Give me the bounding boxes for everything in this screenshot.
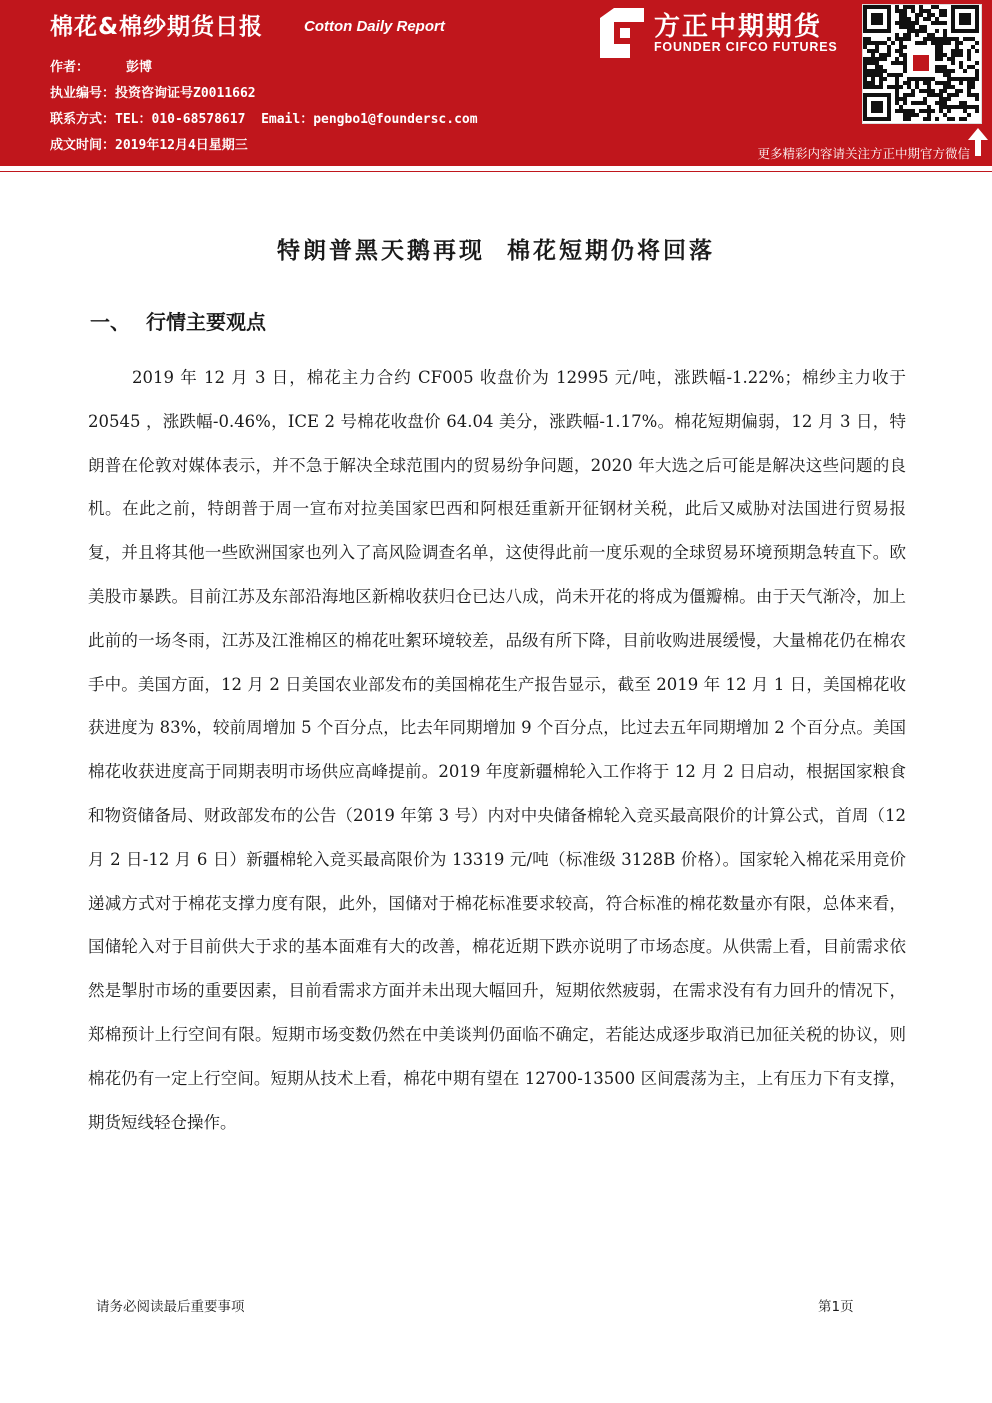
meta-date-label: 成文时间：: [50, 138, 116, 153]
section-heading: [90, 306, 266, 335]
meta-date-value: 2019年12月4日星期三: [115, 138, 248, 153]
wechat-follow-note: 更多精彩内容请关注方正中期官方微信: [757, 146, 970, 161]
company-logo: [596, 6, 858, 62]
meta-author-label: 作者：: [50, 60, 90, 75]
meta-license-label: 执业编号：: [50, 86, 116, 101]
meta-contact-label: 联系方式：: [50, 112, 116, 127]
report-title: 棉花&棉纱期货日报: [50, 14, 264, 40]
document-title: 特朗普黑天鹅再现 棉花短期仍将回落: [276, 237, 715, 264]
section-number: 一、: [90, 310, 130, 334]
qr-code-icon: [863, 5, 979, 121]
up-arrow-icon: [968, 128, 988, 156]
meta-author-value: 彭博: [126, 60, 153, 75]
report-header: [0, 0, 992, 166]
header-divider: [0, 171, 992, 172]
footer-notice: 请务必阅读最后重要事项: [96, 1299, 245, 1315]
wechat-qr-code: [862, 4, 982, 124]
founder-logo-icon: [600, 8, 644, 58]
meta-contact: [50, 108, 478, 127]
meta-author: [50, 56, 152, 75]
meta-license-value: 投资咨询证号Z0011662: [115, 86, 256, 101]
logo-english-name: FOUNDER CIFCO FUTURES: [654, 40, 838, 54]
report-subtitle: Cotton Daily Report: [304, 18, 445, 35]
meta-date: [50, 134, 248, 153]
section-title: 行情主要观点: [146, 310, 266, 334]
logo-chinese-name: 方正中期期货: [654, 12, 823, 42]
body-paragraph: 2019 年 12 月 3 日，棉花主力合约 CF005 收盘价为 12995 元/吨，涨跌幅-1.22%；棉纱主力收于 20545 ，涨跌幅-0.46%，ICE 2 号棉花收盘价 64.04 美分，涨跌幅-1.17%。棉花短期偏弱，12 月 3 日，特朗普在伦敦对媒体表示，并不急于解决全球范围内的贸易纷争问题，2020 年大选之后可能是解决这些问题的良机。在此之前，特朗普于周一宣布对拉美国家巴西和阿根廷重新开征钢材关税，此后又威胁对法国进行贸易报复，并且将其他一些欧洲国家也列入了高风险调查名单，这使得此前一度乐观的全球贸易环境预期急转直下。欧美股市暴跌。目前江苏及东部沿海地区新棉收获归仓已达八成，尚未开花的将成为僵瓣棉。由于天气渐冷，加上此前的一场冬雨，江苏及江淮棉区的棉花吐絮环境较差，品级有所下降，目前收购进展缓慢，大量棉花仍在棉农手中。美国方面，12 月 2 日美国农业部发布的美国棉花生产报告显示，截至 2019 年 12 月 1 日，美国棉花收获进度为 83%，较前周增加 5 个百分点，比去年同期增加 9 个百分点，比过去五年同期增加 2 个百分点。美国棉花收获进度高于同期表明市场供应高峰提前。2019 年度新疆棉轮入工作将于 12 月 2 日启动，根据国家粮食和物资储备局、财政部发布的公告（2019 年第 3 号）内对中央储备棉轮入竞买最高限价的计算公式，首周（12 月 2 日-12 月 6 日）新疆棉轮入竞买最高限价为 13319 元/吨（标准级 3128B 价格）。国家轮入棉花采用竞价递减方式对于棉花支撑力度有限，此外，国储对于棉花标准要求较高，符合标准的棉花数量亦有限，总体来看，国储轮入对于目前供大于求的基本面难有大的改善，棉花近期下跌亦说明了市场态度。从供需上看，目前需求依然是掣肘市场的重要因素，目前看需求方面并未出现大幅回升，短期依然疲弱，在需求没有有力回升的情况下，郑棉预计上行空间有限。短期市场变数仍然在中美谈判仍面临不确定，若能达成逐步取消已加征关税的协议，则棉花仍有一定上行空间。短期从技术上看，棉花中期有望在 12700-13500 区间震荡为主，上有压力下有支撑，期货短线轻仓操作。: [88, 368, 906, 1132]
page-number: 第1页: [818, 1299, 854, 1315]
meta-license: [50, 82, 256, 101]
meta-contact-value: TEL：010-68578617 Email：pengbo1@foundersc.com: [115, 112, 478, 127]
